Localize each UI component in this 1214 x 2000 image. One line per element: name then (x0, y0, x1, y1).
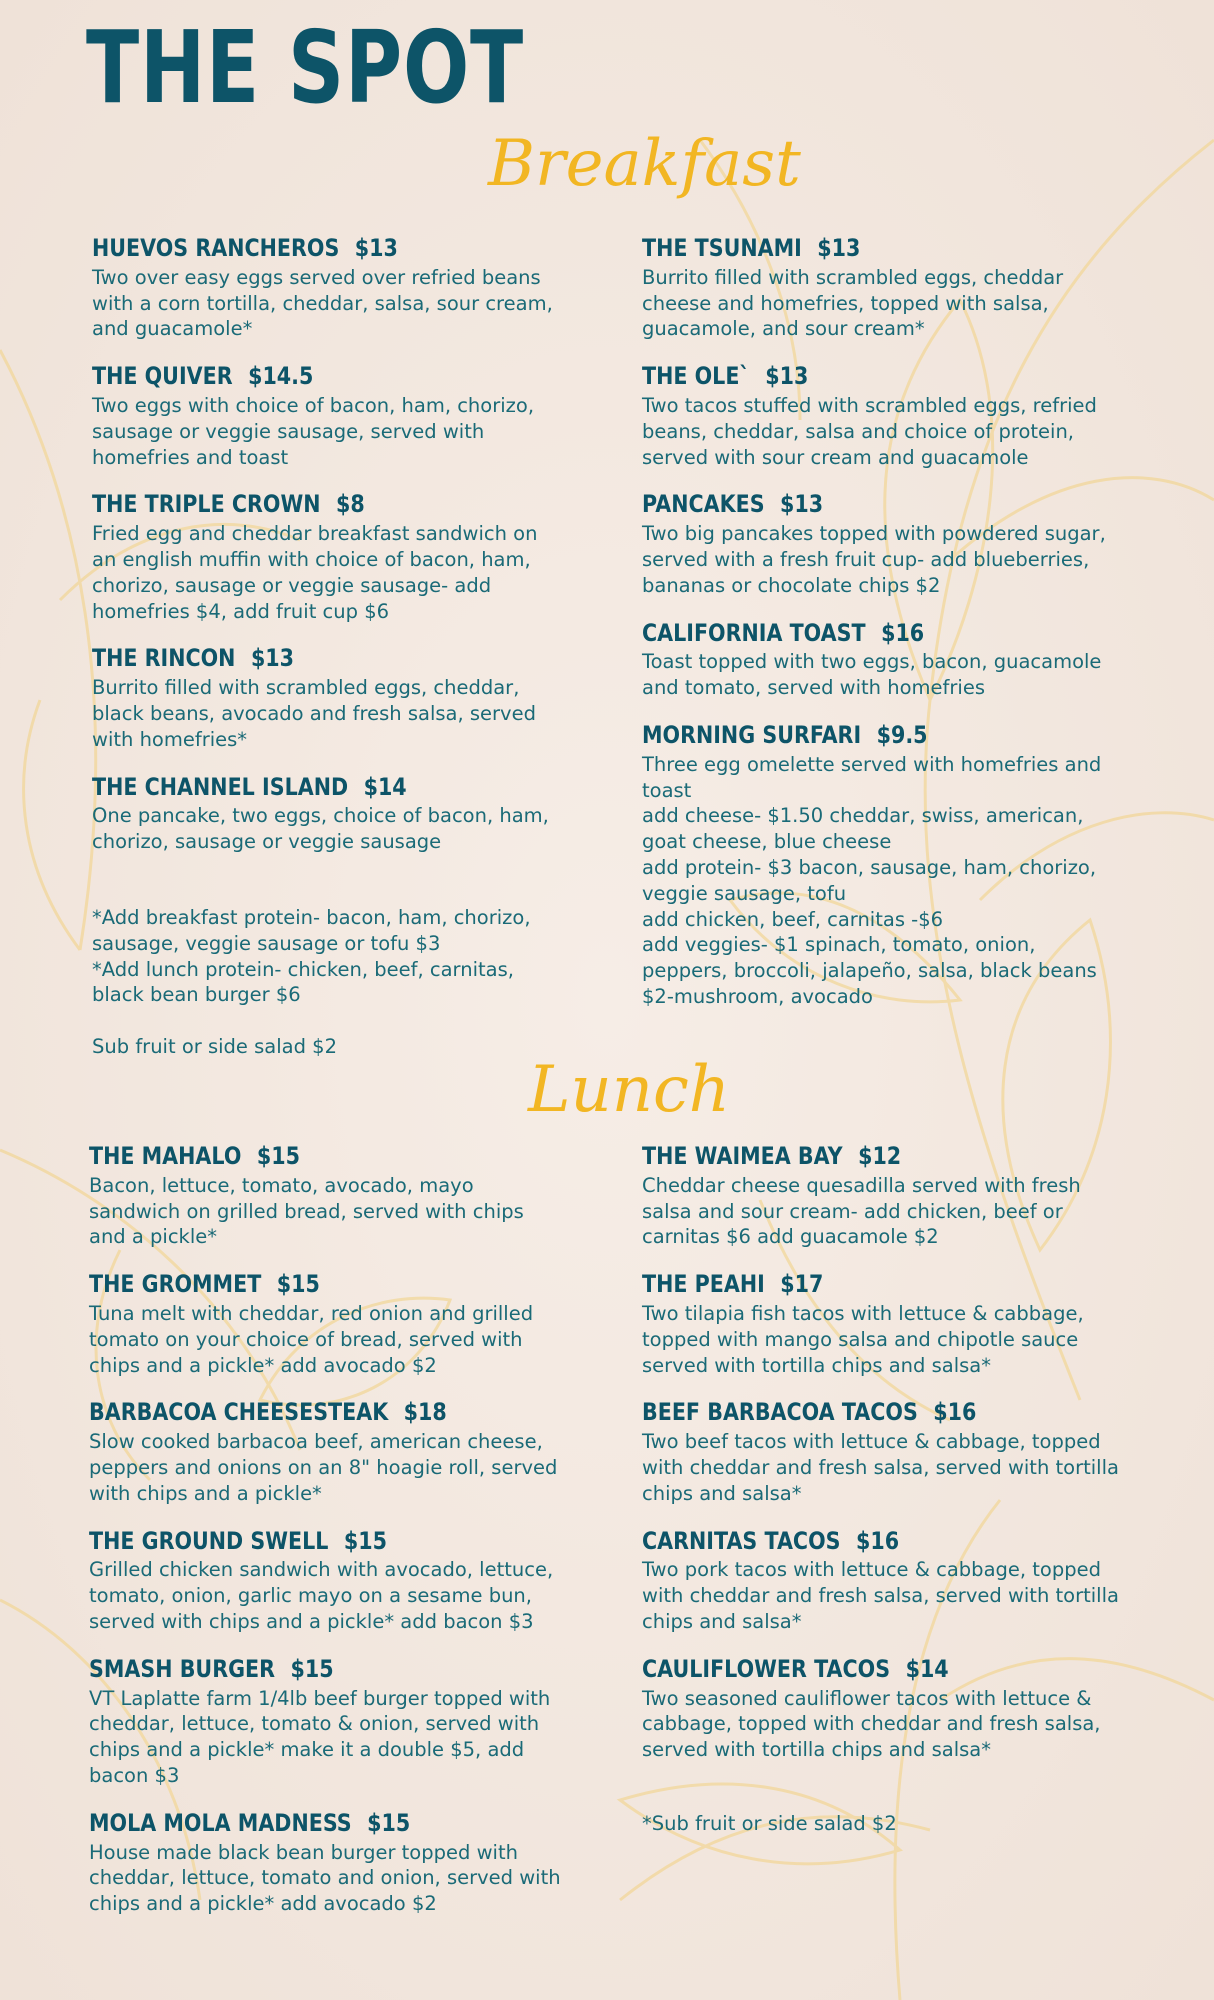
menu-item (92, 773, 562, 855)
omelette-extra: add chicken, beef, carnitas -$6 (642, 907, 944, 931)
item-title: CAULIFLOWER TACOS $14 (642, 1654, 949, 1683)
menu-item (642, 721, 1122, 1010)
item-description: Cheddar cheese quesadilla served with fresh salsa and sour cream- add chicken, beef or carnitas $6 add guacamole $2 (642, 1173, 1081, 1249)
item-description: Three egg omelette served with homefries and toast (642, 752, 1102, 802)
protein-note: *Add lunch protein- chicken, beef, carnitas, black bean burger $6 (92, 957, 514, 1007)
item-description: Burrito filled with scrambled eggs, cheddar cheese and homefries, topped with salsa, guacamole, and sour cream* (642, 265, 1064, 341)
item-title: MORNING SURFARI $9.5 (642, 720, 928, 749)
breakfast-right-column (642, 234, 1122, 1010)
menu-item (89, 1655, 564, 1789)
menu-item (642, 1655, 1122, 1763)
menu-item (642, 619, 1122, 701)
item-title: MOLA MOLA MADNESS $15 (89, 1808, 411, 1837)
item-description: Tuna melt with cheddar, red onion and grilled tomato on your choice of bread, served with chips and a pickle* add avocado $2 (89, 1301, 534, 1377)
breakfast-heading: Breakfast (488, 127, 801, 201)
item-description: Grilled chicken sandwich with avocado, lettuce, tomato, onion, garlic mayo on a sesame bun, served with chips and a pickle* add bacon $3 (89, 1558, 554, 1633)
item-description: Two tilapia fish tacos with lettuce & cabbage, topped with mango salsa and chipotle sauce served with tortilla chips and salsa* (642, 1301, 1084, 1377)
item-description: Two big pancakes topped with powdered sugar, served with a fresh fruit cup- add blueberries, bananas or chocolate chips $2 (642, 522, 1106, 597)
item-description: Fried egg and cheddar breakfast sandwich on an english muffin with choice of bacon, ham, chorizo, sausage or veggie sausage- add homefries $4, add fruit cup $6 (92, 522, 538, 623)
item-description: Two tacos stuffed with scrambled eggs, refried beans, cheddar, salsa and choice of protein, served with sour cream and guacamole (642, 393, 1097, 469)
lunch-right-column (642, 1142, 1122, 1837)
lunch-heading: Lunch (528, 1053, 730, 1127)
menu-item (642, 490, 1122, 598)
sub-side-note: *Sub fruit or side salad $2 (642, 1811, 897, 1835)
item-title: THE PEAHI $17 (642, 1270, 824, 1299)
item-title: THE GROMMET $15 (89, 1270, 320, 1299)
item-description: Two beef tacos with lettuce & cabbage, topped with cheddar and fresh salsa, served with tortilla chips and salsa* (642, 1430, 1119, 1505)
item-description: VT Laplatte farm 1/4lb beef burger topped with cheddar, lettuce, tomato & onion, served with chips and a pickle* make it a double $5, add bacon $3 (89, 1686, 551, 1787)
menu-item (92, 234, 562, 342)
menu-item (642, 1270, 1122, 1378)
menu-item (89, 1142, 564, 1250)
menu-item (89, 1527, 564, 1635)
menu-item (89, 1398, 564, 1506)
item-title: THE RINCON $13 (92, 644, 295, 673)
menu-item (92, 490, 562, 624)
item-title: THE TSUNAMI $13 (642, 234, 861, 262)
sub-side-note: Sub fruit or side salad $2 (92, 1035, 337, 1059)
item-description: Burrito filled with scrambled eggs, cheddar, black beans, avocado and fresh salsa, served with homefries* (92, 676, 536, 751)
item-description: Bacon, lettuce, tomato, avocado, mayo sandwich on grilled bread, served with chips and a pickle* (89, 1173, 524, 1249)
item-description: Two pork tacos with lettuce & cabbage, topped with cheddar and fresh salsa, served with tortilla chips and salsa* (642, 1558, 1119, 1633)
item-title: THE MAHALO $15 (89, 1142, 300, 1170)
item-title: SMASH BURGER $15 (89, 1654, 334, 1683)
item-title: BEEF BARBACOA TACOS $16 (642, 1398, 977, 1427)
breakfast-left-column (92, 234, 562, 1060)
omelette-extra: add cheese- $1.50 cheddar, swiss, american, goat cheese, blue cheese (642, 804, 1084, 854)
item-title: HUEVOS RANCHEROS $13 (92, 234, 398, 262)
omelette-extra: add protein- $3 bacon, sausage, ham, chorizo, veggie sausage, tofu (642, 855, 1097, 905)
item-description: House made black bean burger topped with cheddar, lettuce, tomato and onion, served with chips and a pickle* add avocado $2 (89, 1840, 561, 1916)
lunch-left-column (89, 1142, 564, 1917)
item-title: PANCAKES $13 (642, 490, 824, 519)
restaurant-name: THE SPOT (86, 9, 525, 126)
menu-item (92, 362, 562, 470)
item-description: Toast topped with two eggs, bacon, guacamole and tomato, served with homefries (642, 650, 1102, 700)
menu-item (92, 644, 562, 752)
item-description: Two over easy eggs served over refried beans with a corn tortilla, cheddar, salsa, sour cream, and guacamole* (92, 265, 553, 341)
item-description: Slow cooked barbacoa beef, american cheese, peppers and onions on an 8" hoagie roll, served with chips and a pickle* (89, 1430, 558, 1505)
menu-item (89, 1270, 564, 1378)
item-title: CARNITAS TACOS $16 (642, 1526, 900, 1555)
menu-item (642, 1527, 1122, 1635)
menu-item (642, 1142, 1122, 1250)
item-title: CALIFORNIA TOAST $16 (642, 618, 925, 647)
item-title: THE OLE` $13 (642, 362, 809, 391)
item-title: THE WAIMEA BAY $12 (642, 1142, 902, 1170)
menu-item (642, 362, 1122, 470)
item-description: Two seasoned cauliflower tacos with lettuce & cabbage, topped with cheddar and fresh salsa, served with tortilla chips and salsa* (642, 1686, 1101, 1762)
menu-item (642, 234, 1122, 342)
item-description: One pancake, two eggs, choice of bacon, ham, chorizo, sausage or veggie sausage (92, 804, 549, 854)
item-title: THE GROUND SWELL $15 (89, 1526, 387, 1555)
item-title: BARBACOA CHEESESTEAK $18 (89, 1398, 447, 1427)
item-title: THE QUIVER $14.5 (92, 362, 314, 391)
item-description: Two eggs with choice of bacon, ham, chorizo, sausage or veggie sausage, served with homefries and toast (92, 393, 535, 469)
item-title: THE CHANNEL ISLAND $14 (92, 772, 407, 801)
omelette-extra: add veggies- $1 spinach, tomato, onion, peppers, broccoli, jalapeño, salsa, black beans $2-mushroom, avocado (642, 933, 1097, 1008)
menu-item (642, 1398, 1122, 1506)
menu-item (89, 1809, 564, 1917)
protein-note: *Add breakfast protein- bacon, ham, chorizo, sausage, veggie sausage or tofu $3 (92, 905, 531, 955)
item-title: THE TRIPLE CROWN $8 (92, 490, 365, 519)
